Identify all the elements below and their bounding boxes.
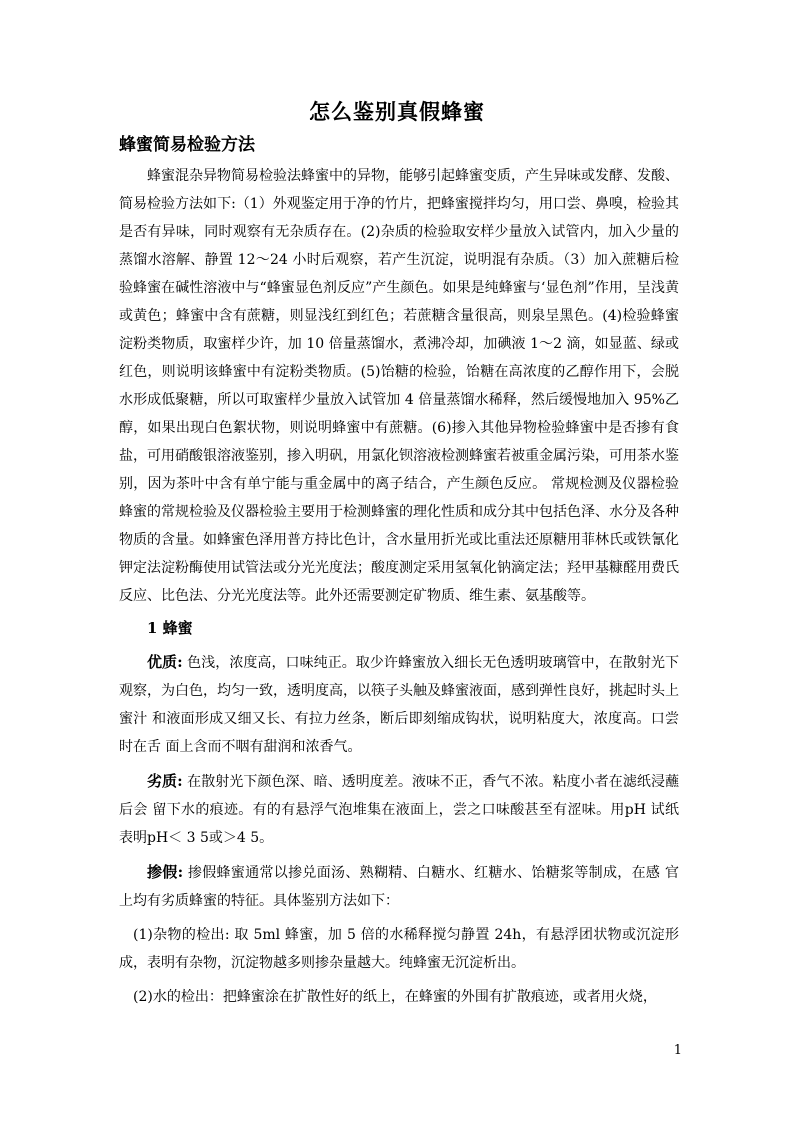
quality-paragraph (119, 648, 679, 761)
document-body (119, 130, 679, 1011)
intro-paragraph: 蜂蜜混杂异物简易检验法蜂蜜中的异物，能够引起蜂蜜变质，产生异味或发酵、发酸、简易检验方法如下:（1）外观鉴定用于净的竹片，把蜂蜜搅拌均匀，用口尝、鼻嗅，检验其是否有异味，同时观察有无杂质存在。(2)杂质的检验取安样少量放入试管内，加入少量的蒸馏水溶解、静置 12～24 小时后观察，若产生沉淀，说明混有杂质。（3）加入蔗糖后检验蜂蜜在碱性溶液中与“蜂蜜显色剂反应”产生颜色。如果是纯蜂蜜与‘显色剂”作用，呈浅黄或黄色；蜂蜜中含有蔗糖，则显浅红到红色；若蔗糖含量很高，则泉呈黑色。(4)检验蜂蜜淀粉类物质，取蜜样少许，加 10 倍量蒸馏水，煮沸冷却，加碘液 1～2 滴，如显蓝、绿或红色，则说明该蜂蜜中有淀粉类物质。(5)饴糖的检验，饴糖在高浓度的乙醇作用下，会脱水形成低聚糖，所以可取蜜样少量放入试管加 4 倍量蒸馏水稀释，然后缓慢地加入 95%乙醇，如果出现白色絮状物，则说明蜂蜜中有蔗糖。(6)掺入其他异物检验蜂蜜中是否掺有食盐，可用硝酸银溶液鉴别，掺入明矾，用氯化钡溶液检测蜂蜜若被重金属污染，可用茶水鉴别，因为茶叶中含有单宁能与重金属中的离子结合，产生颜色反应。 常规检测及仪器检验 蜂蜜的常规检验及仪器检验主要用于检测蜂蜜的理化性质和成分其中包括色泽、水分及各种物质的含量。如蜂蜜色泽用普方持比色计，含水量用折光或比重法还原糖用菲林氏或铁氰化钾定法淀粉酶使用试管法或分光光度法；酸度测定采用氢氧化钠滴定法；羟甲基糠醛用费氏反应、比色法、分光光度法等。此外还需要测定矿物质、维生素、氨基酸等。 (119, 168, 679, 604)
list-item: (2)水的检出：把蜂蜜涂在扩散性好的纸上，在蜂蜜的外围有扩散痕迹，或者用火烧， (133, 989, 657, 1005)
inferior-text: 在散射光下颜色深、暗、透明度差。液味不正，香气不浓。粘度小者在滤纸浸蘸后会 留下水的痕迹。有的有悬浮气泡堆集在液面上，尝之口味酸甚至有涩味。用pH 试纸表明pH＜ 3 5或＞4 5。 (119, 774, 679, 846)
page-number: 1 (673, 1043, 682, 1058)
section-heading: 蜂蜜简易检验方法 (119, 135, 255, 155)
document-title: 怎么鉴别真假蜂蜜 (309, 99, 485, 124)
quality-text: 色浅，浓度高，口味纯正。取少许蜂蜜放入细长无色透明玻璃管中，在散射光下观察，为白色，均匀一致，透明度高，以筷子头触及蜂蜜液面，感到弹性良好，挑起时头上蜜汁 和液面形成又细又长、有拉力丝条，断后即刻缩成钩状，说明粘度大，浓度高。口尝时在舌 面上含而不咽有甜润和浓香气。 (119, 655, 679, 755)
inferior-label: 劣质: (147, 772, 183, 790)
inferior-paragraph (119, 767, 679, 852)
sub-heading-honey: 1 蜂蜜 (147, 619, 193, 637)
adulterated-text: 掺假蜂蜜通常以掺兑面汤、熟糊精、白糖水、红糖水、饴糖浆等制成，在感 官上均有劣质蜂蜜的特征。具体鉴别方法如下： (119, 865, 679, 909)
list-item: (1)杂物的检出: 取 5ml 蜂蜜，加 5 倍的水稀释搅匀静置 24h，有悬浮团状物或沉淀形成，表明有杂物，沉淀物越多则掺杂量越大。纯蜂蜜无沉淀析出。 (119, 927, 679, 971)
adulterated-paragraph (119, 858, 679, 915)
quality-label: 优质: (147, 653, 183, 671)
adulterated-label: 掺假: (147, 863, 184, 881)
